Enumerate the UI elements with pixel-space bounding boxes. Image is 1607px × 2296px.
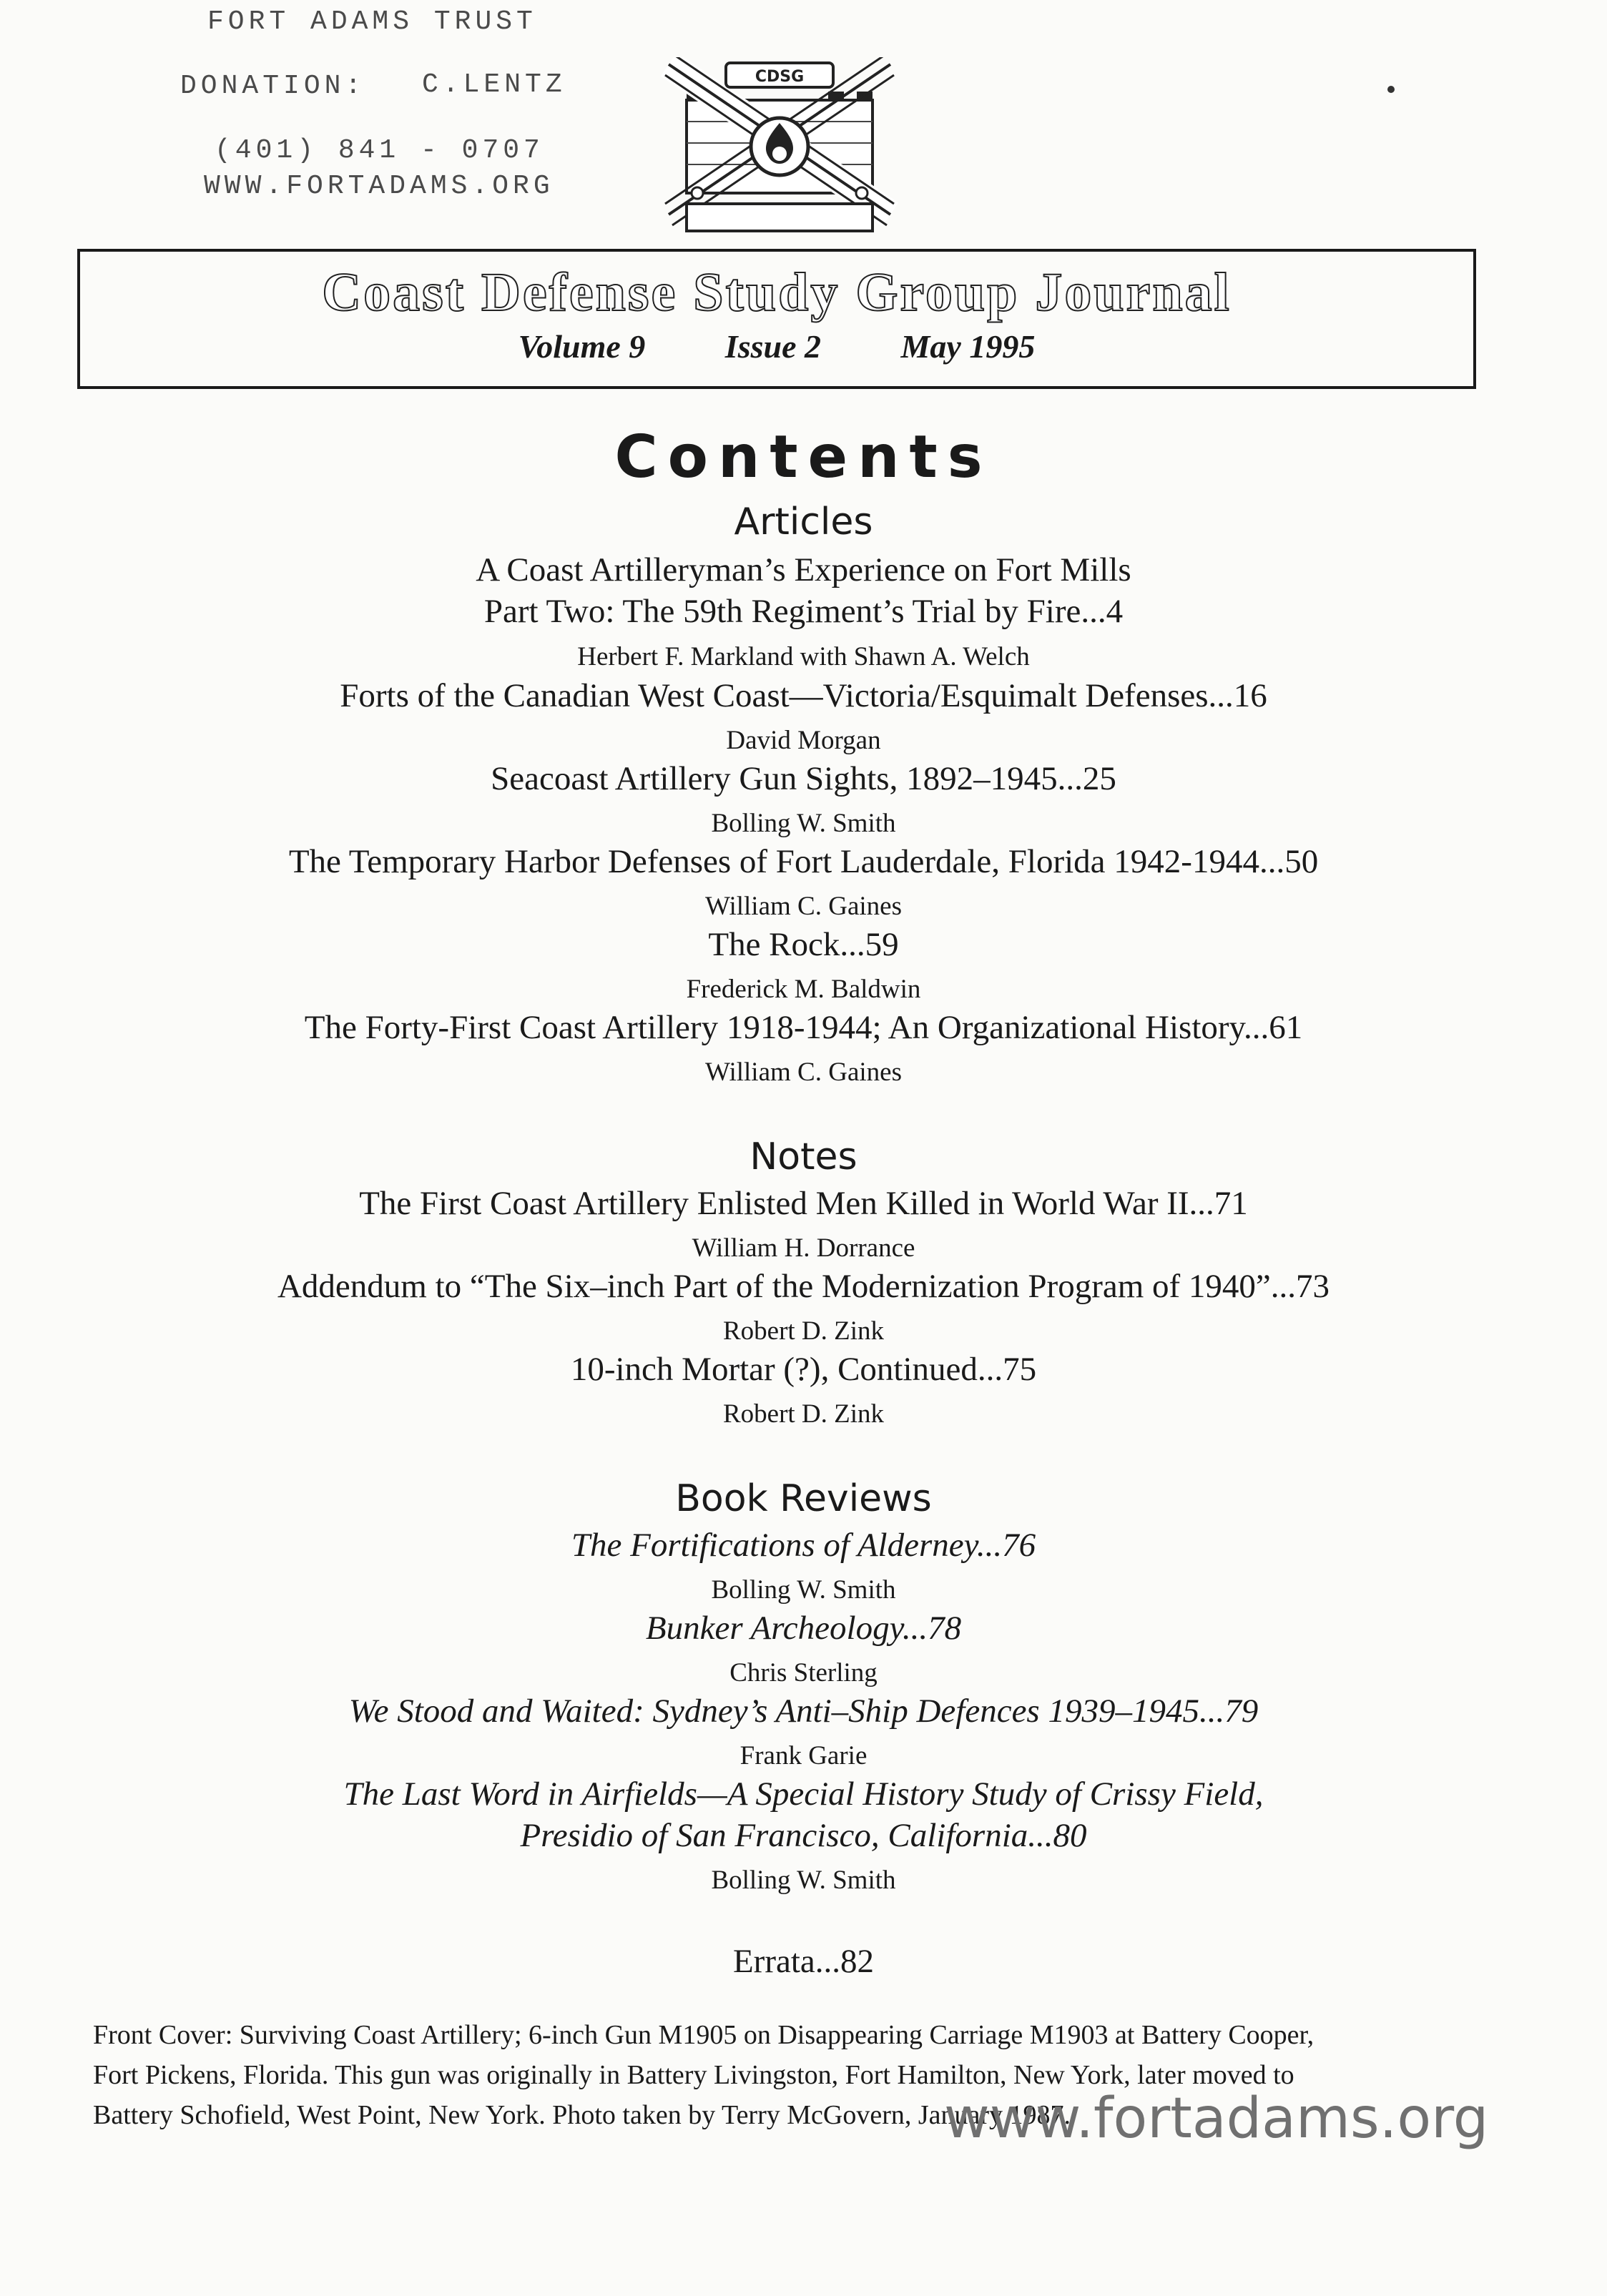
toc-entry-title: The Forty-First Coast Artillery 1918-1944; An Organizational History...61: [304, 1009, 1303, 1046]
journal-title-box: [77, 249, 1476, 389]
toc-entry-title: We Stood and Waited: Sydney’s Anti–Ship Defences 1939–1945...79: [348, 1693, 1259, 1730]
toc-entry-title: 10-inch Mortar (?), Continued...75: [570, 1351, 1037, 1388]
section-heading-notes: Notes: [750, 1135, 857, 1178]
errata-entry: Errata...82: [732, 1943, 875, 1980]
toc-entry-title: Bunker Archeology...78: [645, 1610, 962, 1647]
toc-entry-author: Bolling W. Smith: [711, 1575, 896, 1605]
issue-number: Issue 2: [724, 328, 822, 365]
toc-entry-author: Frank Garie: [739, 1741, 868, 1770]
stamp-trust: FORT ADAMS TRUST: [207, 6, 537, 37]
caption-line: Battery Schofield, West Point, New York. Photo taken by Terry McGovern, January 1987.: [93, 2100, 1071, 2130]
watermark-url: www.fortadams.org: [944, 2086, 1489, 2151]
caption-line: Fort Pickens, Florida. This gun was originally in Battery Livingston, Fort Hamilton, New York, later moved to: [93, 2060, 1294, 2090]
caption-line: Front Cover: Surviving Coast Artillery; 6-inch Gun M1905 on Disappearing Carriage M1903 at Battery Cooper,: [93, 2020, 1314, 2050]
toc-entry-author: Robert D. Zink: [722, 1399, 885, 1429]
issue-line: [80, 327, 1473, 365]
volume: Volume 9: [518, 328, 646, 365]
toc-entry-title: The First Coast Artillery Enlisted Men Killed in World War II...71: [359, 1185, 1248, 1222]
toc-entry-title: The Temporary Harbor Defenses of Fort Lauderdale, Florida 1942-1944...50: [288, 843, 1319, 880]
toc-entry-title: Presidio of San Francisco, California...80: [520, 1817, 1087, 1854]
toc-entry-author: Chris Sterling: [729, 1658, 878, 1687]
toc-entry-title: Part Two: The 59th Regiment’s Trial by Fire...4: [483, 593, 1124, 630]
stamp-phone: (401) 841 - 0707: [215, 135, 544, 166]
toc-entry-author: Bolling W. Smith: [711, 1866, 896, 1895]
toc-entry-author: William H. Dorrance: [692, 1233, 915, 1263]
stamp-web: WWW.FORTADAMS.ORG: [204, 171, 554, 202]
toc-entry-title: The Fortifications of Alderney...76: [571, 1527, 1036, 1564]
toc-entry-author: Robert D. Zink: [722, 1316, 885, 1346]
cdsg-crest-logo: [658, 57, 901, 236]
logo-banner-text: CDSG: [755, 68, 805, 86]
section-heading-book-reviews: Book Reviews: [675, 1477, 932, 1520]
journal-title: Coast Defense Study Group Journal: [322, 262, 1232, 322]
toc-entry-title: A Coast Artilleryman’s Experience on Fort Mills: [476, 551, 1131, 588]
toc-entry-author: Frederick M. Baldwin: [686, 975, 921, 1004]
stamp-donation-label: DONATION:: [180, 71, 366, 102]
toc-entry-title: The Last Word in Airfields—A Special History Study of Crissy Field,: [343, 1775, 1264, 1813]
toc-entry-title: Forts of the Canadian West Coast—Victoria/Esquimalt Defenses...16: [340, 677, 1267, 714]
toc-entry-author: Herbert F. Markland with Shawn A. Welch: [577, 642, 1030, 671]
issue-date: May 1995: [900, 328, 1036, 365]
speck-mark: [1387, 86, 1395, 93]
contents-heading: Contents: [614, 423, 993, 491]
toc-entry-title: The Rock...59: [708, 926, 899, 963]
stamp-donor: C.LENTZ: [422, 69, 566, 100]
toc-entry-author: William C. Gaines: [705, 1058, 902, 1087]
section-heading-articles: Articles: [734, 501, 873, 543]
toc-entry-author: William C. Gaines: [705, 892, 902, 921]
toc-entry-title: Seacoast Artillery Gun Sights, 1892–1945...25: [491, 760, 1116, 797]
toc-entry-author: Bolling W. Smith: [711, 809, 896, 838]
toc-entry-author: David Morgan: [726, 726, 881, 755]
toc-entry-title: Addendum to “The Six–inch Part of the Modernization Program of 1940”...73: [277, 1268, 1330, 1305]
